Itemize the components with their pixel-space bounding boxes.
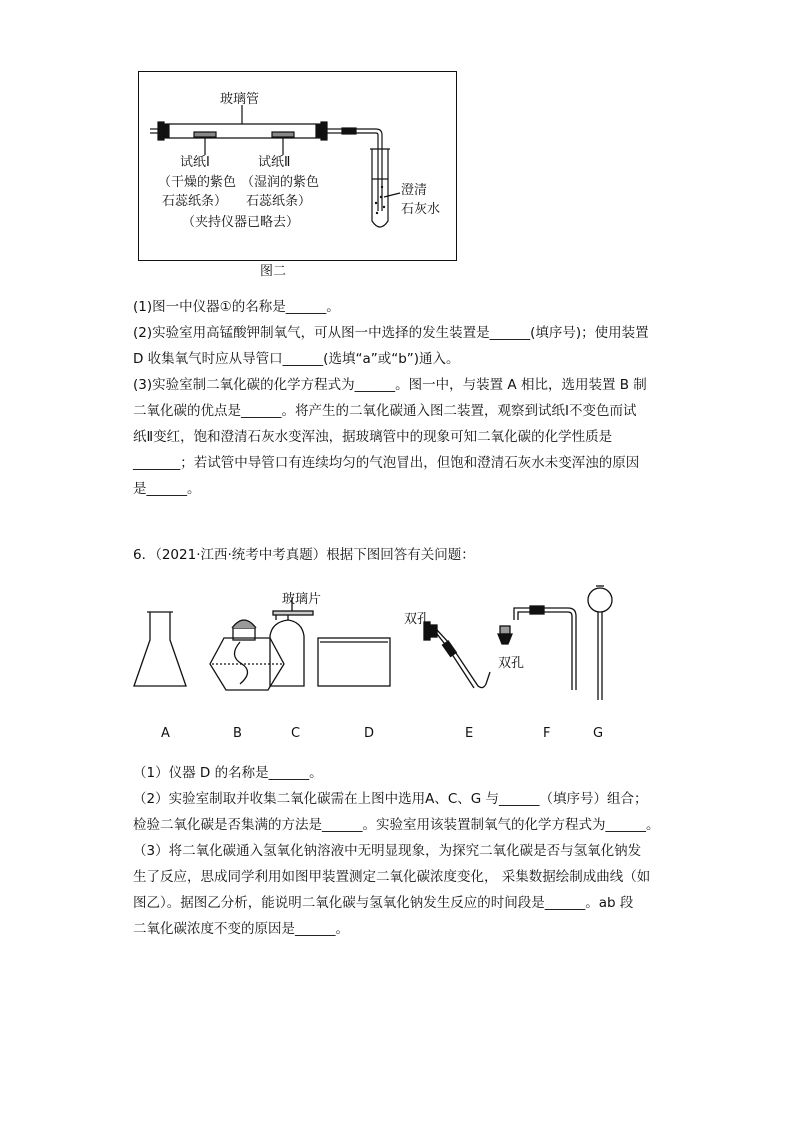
paper-2-label: 试纸Ⅱ <box>258 155 291 170</box>
q5-part-2-line-2: D 收集氧气时应从导管口______(选填“a”或“b”)通入。 <box>133 351 460 367</box>
paper-1-label: 试纸Ⅰ <box>180 155 210 170</box>
glass-tube-label: 玻璃管 <box>220 92 260 107</box>
q5-subquestions <box>133 294 673 502</box>
q5-part-1: (1)图一中仪器①的名称是______。 <box>133 299 340 315</box>
letter-b: B <box>233 726 242 741</box>
double-hole-label-e: 双孔 <box>404 612 431 627</box>
q6-part-3-line-2: 生了反应，思成同学利用如图甲装置测定二氧化碳浓度变化， 采集数据绘制成曲线（如 <box>133 869 651 885</box>
q6-part-3-line-4: 二氧化碳浓度不变的原因是______。 <box>133 921 349 937</box>
q6-subquestions <box>133 760 693 942</box>
limewater-label-1: 澄清 <box>401 183 428 198</box>
paper-2-desc-2: 石蕊纸条） <box>246 194 312 209</box>
q5-part-2-line-1: (2)实验室用高锰酸钾制氧气，可从图一中选择的发生装置是______(填序号)；使用装置 <box>133 325 649 341</box>
letter-g: G <box>593 726 604 741</box>
letter-a: A <box>161 726 170 741</box>
apparatus-note: （夹持仪器已略去） <box>182 215 300 230</box>
q6-part-3-line-1: （3）将二氧化碳通入氢氧化钠溶液中无明显现象，为探究二氧化碳是否与氢氧化钠发 <box>133 843 642 859</box>
double-hole-label-f: 双孔 <box>498 656 525 671</box>
q5-part-3-line-5: 是______。 <box>133 481 201 497</box>
paper-1-desc-2: 石蕊纸条） <box>162 194 228 209</box>
paper-2-desc-1: （湿润的紫色 <box>241 175 320 190</box>
figure-2-caption: 图二 <box>260 264 287 279</box>
q6-heading: 6．（2021·江西·统考中考真题）根据下图回答有关问题： <box>133 547 475 563</box>
q5-part-3-line-1: (3)实验室制二氧化碳的化学方程式为______。图一中，与装置 A 相比，选用装置 B 制 <box>133 377 647 393</box>
letter-d: D <box>364 726 375 741</box>
limewater-label-2: 石灰水 <box>401 202 441 217</box>
q6-part-1: （1）仪器 D 的名称是______。 <box>133 765 323 781</box>
letter-f: F <box>543 726 551 741</box>
q5-part-3-line-3: 纸Ⅱ变红，饱和澄清石灰水变浑浊，据玻璃管中的现象可知二氧化碳的化学性质是 <box>133 429 613 445</box>
q6-part-3-line-3: 图乙）。据图乙分析，能说明二氧化碳与氢氧化钠发生反应的时间段是______。ab 段 <box>133 895 634 911</box>
glass-plate-label: 玻璃片 <box>282 592 322 607</box>
q6-part-2-line-1: （2）实验室制取并收集二氧化碳需在上图中选用A、C、G 与______（填序号）组合； <box>133 791 648 807</box>
q6-part-2-line-2: 检验二氧化碳是否集满的方法是______。实验室用该装置制氧气的化学方程式为______。 <box>133 817 660 833</box>
q6-apparatus-row <box>128 580 648 700</box>
paper-1-desc-1: （干燥的紫色 <box>158 175 237 190</box>
letter-e: E <box>465 726 474 741</box>
q5-part-3-line-2: 二氧化碳的优点是______。将产生的二氧化碳通入图二装置，观察到试纸Ⅰ不变色而试 <box>133 403 637 419</box>
letter-c: C <box>291 726 301 741</box>
q5-part-3-line-4: _______；若试管中导管口有连续均匀的气泡冒出，但饱和澄清石灰水未变浑浊的原因 <box>133 455 640 471</box>
